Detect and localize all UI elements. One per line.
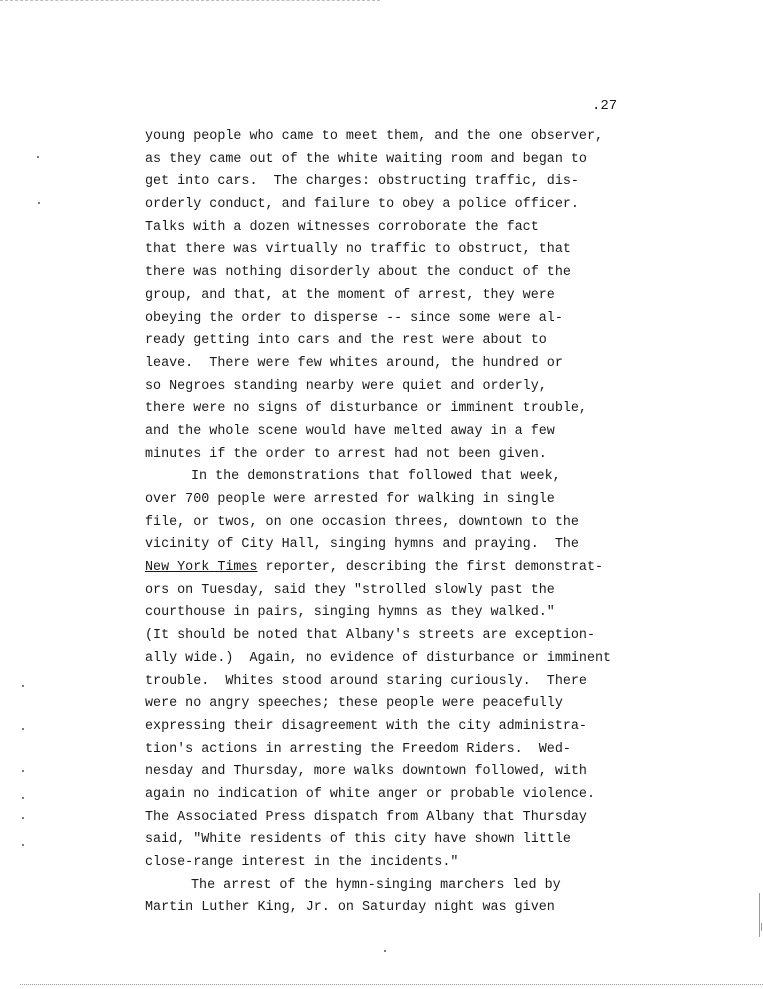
text-line — [145, 761, 685, 784]
line-text: that there was virtually no traffic to obstruct, that — [145, 242, 571, 258]
text-line — [145, 308, 685, 331]
text-line — [145, 398, 685, 421]
line-text: minutes if the order to arrest had not been given. — [145, 446, 547, 462]
line-text: there were no signs of disturbance or imminent trouble, — [145, 401, 587, 417]
line-text: were no angry speeches; these people were peacefully — [145, 696, 563, 712]
text-line — [145, 330, 685, 353]
text-line — [145, 217, 685, 240]
text-line — [145, 194, 685, 217]
text-line — [145, 421, 685, 444]
text-line — [145, 126, 685, 149]
margin-mark — [22, 817, 24, 819]
line-text: so Negroes standing nearby were quiet and orderly, — [145, 378, 547, 394]
line-text: Talks with a dozen witnesses corroborate the fact — [145, 219, 539, 235]
line-text: ready getting into cars and the rest were about to — [145, 333, 547, 349]
top-scan-edge — [0, 0, 380, 1]
text-line — [145, 580, 685, 603]
line-text: (It should be noted that Albany's streets are exception- — [145, 628, 595, 644]
line-text: expressing their disagreement with the city administra- — [145, 718, 587, 734]
margin-mark — [38, 202, 40, 204]
line-text: orderly conduct, and failure to obey a police officer. — [145, 197, 579, 213]
text-line — [145, 557, 685, 580]
text-line — [145, 875, 685, 898]
line-text: In the demonstrations that followed that week, — [191, 469, 561, 485]
text-line — [145, 376, 685, 399]
line-text: leave. There were few whites around, the hundred or — [145, 355, 563, 371]
line-text: ally wide.) Again, no evidence of disturbance or imminent — [145, 650, 612, 666]
line-text: trouble. Whites stood around staring curiously. There — [145, 673, 587, 689]
line-text: as they came out of the white waiting room and began to — [145, 151, 587, 167]
line-text: reporter, describing the first demonstrat- — [257, 560, 604, 576]
text-line — [145, 534, 685, 557]
text-line — [145, 829, 685, 852]
margin-mark — [37, 156, 39, 158]
underlined-title: New York Times — [145, 560, 258, 576]
bottom-scan-edge — [20, 984, 763, 985]
text-line — [145, 262, 685, 285]
line-text: get into cars. The charges: obstructing traffic, dis- — [145, 174, 579, 190]
edge-tick — [761, 923, 762, 931]
text-line — [145, 285, 685, 308]
line-text: Martin Luther King, Jr. on Saturday night was given — [145, 900, 555, 916]
text-line — [145, 716, 685, 739]
line-text: over 700 people were arrested for walking in single — [145, 492, 555, 507]
line-text: obeying the order to disperse -- since some were al- — [145, 310, 563, 326]
text-line — [145, 602, 685, 625]
text-line — [145, 149, 685, 172]
text-line — [145, 625, 685, 648]
text-line — [145, 444, 685, 467]
page-number: .27 — [592, 98, 618, 114]
text-line — [145, 807, 685, 830]
line-text: The arrest of the hymn-singing marchers led by — [191, 877, 561, 893]
text-line — [145, 784, 685, 807]
margin-mark — [22, 797, 24, 799]
text-line — [145, 239, 685, 262]
text-line — [145, 648, 685, 671]
text-line — [145, 739, 685, 762]
line-text: file, or twos, on one occasion threes, downtown to the — [145, 514, 579, 530]
line-text: close-range interest in the incidents." — [145, 855, 459, 870]
line-text: again no indication of white anger or probable violence. — [145, 786, 595, 802]
text-line — [145, 693, 685, 716]
margin-mark — [22, 685, 24, 687]
line-text: nesday and Thursday, more walks downtown followed, with — [145, 764, 587, 780]
line-text: ors on Tuesday, said they "strolled slowly past the — [145, 582, 555, 598]
text-line — [145, 897, 685, 920]
line-text: said, "White residents of this city have shown little — [145, 832, 571, 848]
line-text: young people who came to meet them, and the one observer, — [145, 129, 604, 144]
text-line — [145, 353, 685, 376]
margin-mark — [22, 844, 24, 846]
body-text — [145, 126, 685, 920]
margin-mark — [22, 728, 24, 730]
line-text: group, and that, at the moment of arrest, they were — [145, 287, 555, 303]
line-text: and the whole scene would have melted away in a few — [145, 423, 555, 439]
text-line — [145, 466, 685, 489]
text-line — [145, 671, 685, 694]
edge-tick — [759, 893, 760, 937]
text-line — [145, 852, 685, 875]
line-text: there was nothing disorderly about the conduct of the — [145, 265, 571, 281]
line-text: vicinity of City Hall, singing hymns and praying. The — [145, 537, 579, 553]
margin-mark — [22, 770, 24, 772]
text-line — [145, 512, 685, 535]
line-text: The Associated Press dispatch from Albany that Thursday — [145, 809, 587, 825]
line-text: courthouse in pairs, singing hymns as they walked." — [145, 605, 555, 621]
text-line — [145, 171, 685, 194]
line-text: tion's actions in arresting the Freedom Riders. Wed- — [145, 741, 571, 757]
text-line — [145, 489, 685, 512]
margin-mark — [384, 950, 386, 952]
